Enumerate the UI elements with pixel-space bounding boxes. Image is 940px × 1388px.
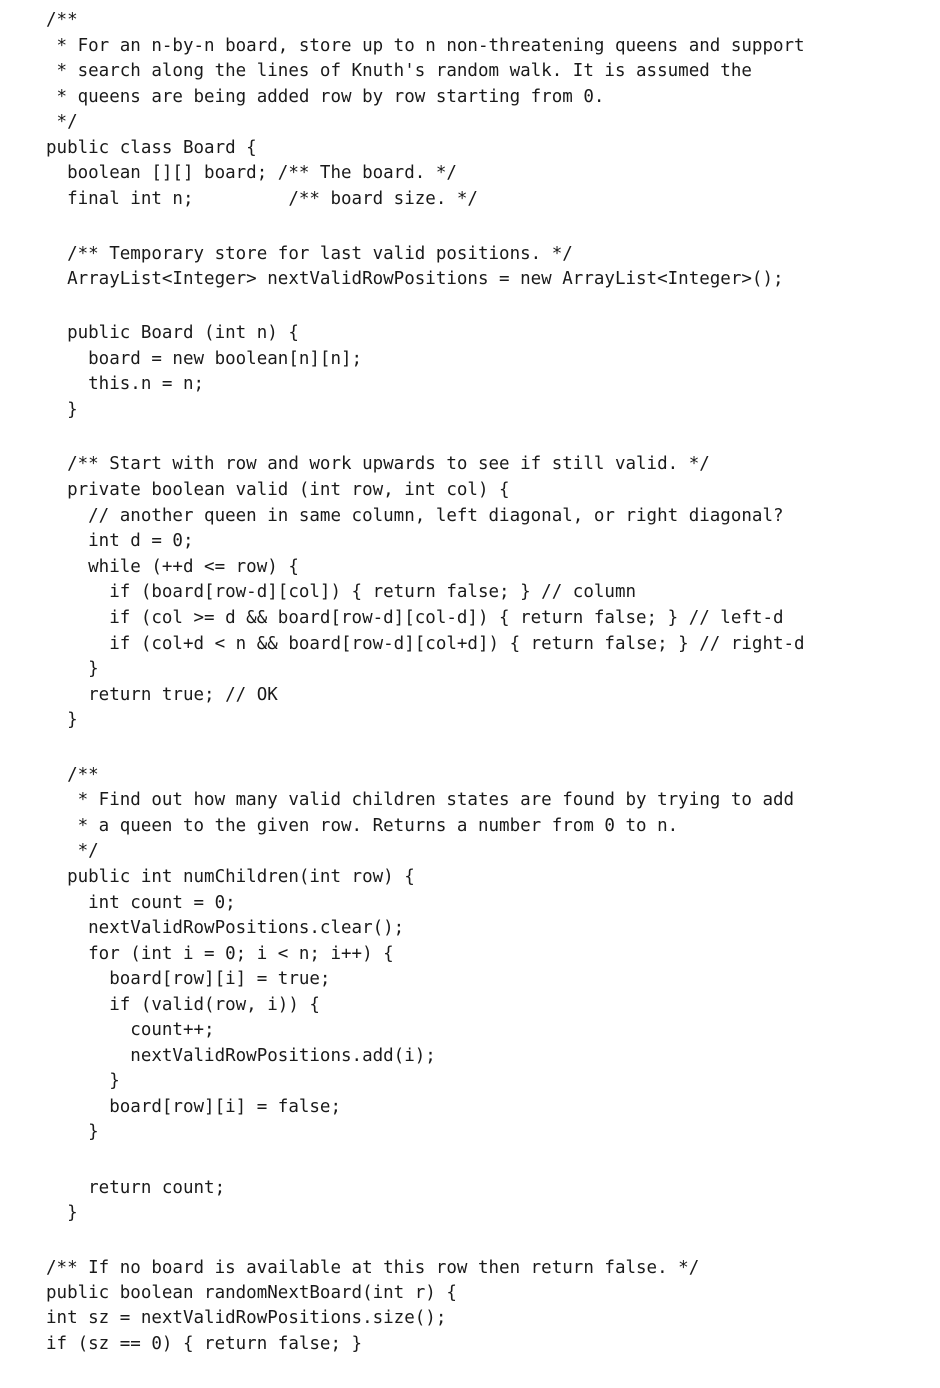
code-line: public Board (int n) {	[46, 323, 299, 343]
code-line: for (int i = 0; i < n; i++) {	[46, 944, 394, 964]
code-line: /**	[46, 10, 78, 30]
code-line: */	[46, 841, 99, 861]
code-line: ArrayList<Integer> nextValidRowPositions = new ArrayList<Integer>();	[46, 269, 784, 289]
code-line: // another queen in same column, left diagonal, or right diagonal?	[46, 506, 784, 526]
code-line: private boolean valid (int row, int col) {	[46, 480, 510, 500]
code-line: }	[46, 710, 78, 730]
code-line: public class Board {	[46, 138, 257, 158]
code-line: * queens are being added row by row starting from 0.	[46, 87, 605, 107]
code-line: * search along the lines of Knuth's random walk. It is assumed the	[46, 61, 752, 81]
code-line: if (sz == 0) { return false; }	[46, 1334, 363, 1354]
code-line: * a queen to the given row. Returns a number from 0 to n.	[46, 816, 679, 836]
code-line: board[row][i] = true;	[46, 969, 331, 989]
code-line: if (col >= d && board[row-d][col-d]) { return false; } // left-d	[46, 608, 784, 628]
code-line: /** If no board is available at this row then return false. */	[46, 1258, 700, 1278]
code-line: /** Temporary store for last valid positions. */	[46, 244, 573, 264]
code-line: final int n; /** board size. */	[46, 189, 478, 209]
code-line: public boolean randomNextBoard(int r) {	[46, 1283, 457, 1303]
code-line: /** Start with row and work upwards to see if still valid. */	[46, 454, 710, 474]
code-line: while (++d <= row) {	[46, 557, 299, 577]
code-line: int sz = nextValidRowPositions.size();	[46, 1308, 447, 1328]
code-line: }	[46, 400, 78, 420]
code-line: nextValidRowPositions.clear();	[46, 918, 405, 938]
code-line: return count;	[46, 1178, 226, 1198]
code-line: /**	[46, 765, 99, 785]
code-line: * For an n-by-n board, store up to n non-threatening queens and support	[46, 36, 805, 56]
code-line: count++;	[46, 1020, 215, 1040]
code-line: if (board[row-d][col]) { return false; } // column	[46, 582, 637, 602]
code-line: */	[46, 112, 78, 132]
code-line: this.n = n;	[46, 374, 205, 394]
code-line: }	[46, 1122, 99, 1142]
code-line: public int numChildren(int row) {	[46, 867, 415, 887]
code-line: int d = 0;	[46, 531, 194, 551]
code-line: if (col+d < n && board[row-d][col+d]) { return false; } // right-d	[46, 634, 805, 654]
code-line: board[row][i] = false;	[46, 1097, 342, 1117]
code-line: int count = 0;	[46, 893, 236, 913]
code-line: }	[46, 1071, 120, 1091]
code-line: if (valid(row, i)) {	[46, 995, 320, 1015]
code-line: board = new boolean[n][n];	[46, 349, 363, 369]
code-line: boolean [][] board; /** The board. */	[46, 163, 457, 183]
code-line: return true; // OK	[46, 685, 278, 705]
code-line: }	[46, 659, 99, 679]
code-line: nextValidRowPositions.add(i);	[46, 1046, 436, 1066]
code-line: }	[46, 1203, 78, 1223]
code-line: * Find out how many valid children states are found by trying to add	[46, 790, 795, 810]
